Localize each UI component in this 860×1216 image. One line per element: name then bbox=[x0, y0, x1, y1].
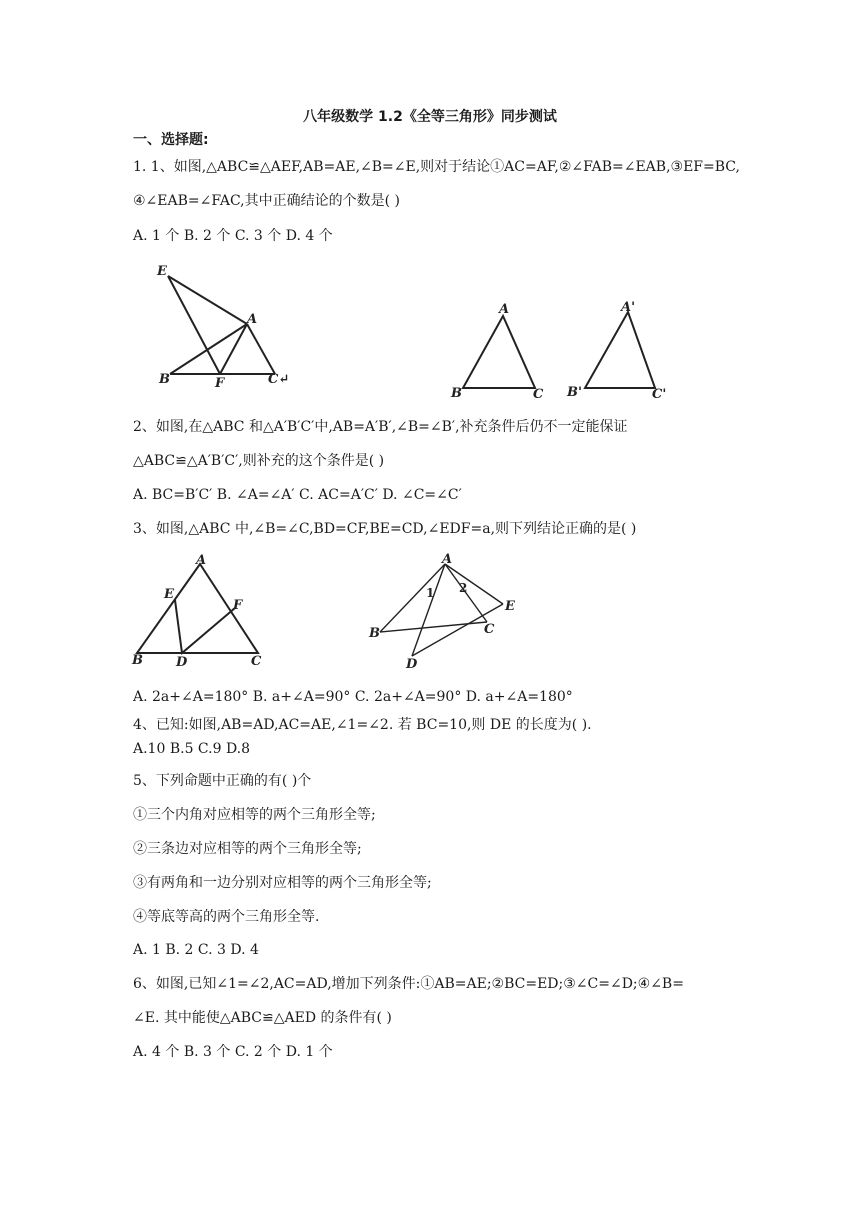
q2-label-a-prime: A' bbox=[621, 300, 636, 315]
q4-label-angle-2: 2 bbox=[459, 581, 468, 595]
q4-label-angle-1: 1 bbox=[426, 586, 435, 600]
q2-text-line2: △ABC≌△A′B′C′,则补充的这个条件是( ) bbox=[133, 453, 385, 469]
q1-segment-ac bbox=[247, 324, 275, 374]
q4-segment-bc bbox=[380, 622, 487, 632]
q1-text-line1: 1. 1、如图,△ABC≌△AEF,AB=AE,∠B=∠E,则对于结论①AC=AF,②∠FAB=∠EAB,③EF=BC, bbox=[133, 159, 740, 175]
q1-segment-af bbox=[220, 324, 247, 374]
q2-triangle-a-prime bbox=[585, 312, 655, 388]
q6-text-line2: ∠E. 其中能使△ABC≌△AED 的条件有( ) bbox=[133, 1010, 392, 1026]
page-title: 八年级数学 1.2《全等三角形》同步测试 bbox=[303, 109, 557, 125]
q4-label-a: A bbox=[442, 552, 453, 567]
q3-options: A. 2a+∠A=180° B. a+∠A=90° C. 2a+∠A=90° D. a+∠A=180° bbox=[133, 689, 573, 705]
q3-figure bbox=[130, 548, 275, 673]
q5-item-4: ④等底等高的两个三角形全等. bbox=[133, 909, 320, 925]
q2-text-line1: 2、如图,在△ABC 和△A′B′C′中,AB=A′B′,∠B=∠B′,补充条件后仍不一定能保证 bbox=[133, 419, 628, 435]
q4-label-d: D bbox=[406, 657, 418, 672]
q3-label-e: E bbox=[164, 587, 174, 602]
q6-options: A. 4 个 B. 3 个 C. 2 个 D. 1 个 bbox=[133, 1044, 333, 1060]
q1-text-line2: ④∠EAB=∠FAC,其中正确结论的个数是( ) bbox=[133, 193, 401, 209]
q3-label-f: F bbox=[233, 598, 243, 613]
q1-figure bbox=[150, 262, 300, 392]
q6-text-line1: 6、如图,已知∠1=∠2,AC=AD,增加下列条件:①AB=AE;②BC=ED;③∠C=∠D;④∠B= bbox=[133, 976, 684, 992]
q5-item-3: ③有两角和一边分别对应相等的两个三角形全等; bbox=[133, 875, 432, 891]
q4-options: A.10 B.5 C.9 D.8 bbox=[133, 741, 251, 757]
q4-label-e: E bbox=[505, 599, 515, 614]
q5-item-2: ②三条边对应相等的两个三角形全等; bbox=[133, 841, 362, 857]
q1-label-b: B bbox=[159, 372, 170, 387]
q4-segment-ab bbox=[380, 564, 445, 632]
q1-segment-ba bbox=[170, 324, 247, 374]
q4-text-line1: 4、已知:如图,AB=AD,AC=AE,∠1=∠2. 若 BC=10,则 DE 的长度为( ). bbox=[133, 717, 592, 733]
q4-segment-ae bbox=[445, 564, 503, 604]
q3-text-line1: 3、如图,△ABC 中,∠B=∠C,BD=CF,BE=CD,∠EDF=a,则下列结论正确的是( ) bbox=[133, 521, 637, 537]
q3-label-c: C bbox=[251, 654, 262, 669]
q1-options: A. 1 个 B. 2 个 C. 3 个 D. 4 个 bbox=[133, 228, 333, 244]
q2-label-a: A bbox=[499, 302, 510, 317]
q1-label-c: C↵ bbox=[268, 372, 290, 387]
q4-label-c: C bbox=[484, 622, 495, 637]
section-heading: 一、选择题: bbox=[133, 132, 209, 148]
q3-path-edf bbox=[175, 600, 235, 653]
q4-figure bbox=[365, 550, 525, 675]
q1-label-e: E bbox=[157, 264, 167, 279]
q4-segment-ad bbox=[412, 564, 445, 656]
q4-label-b: B bbox=[369, 626, 380, 641]
q2-options: A. BC=B′C′ B. ∠A=∠A′ C. AC=A′C′ D. ∠C=∠C′ bbox=[133, 487, 462, 503]
q5-options: A. 1 B. 2 C. 3 D. 4 bbox=[133, 942, 259, 958]
q2-label-b: B bbox=[451, 386, 462, 401]
q2-label-c-prime: C' bbox=[652, 387, 667, 402]
q5-item-1: ①三个内角对应相等的两个三角形全等; bbox=[133, 807, 376, 823]
q2-label-c: C bbox=[533, 387, 544, 402]
q2-label-b-prime: B' bbox=[567, 385, 582, 400]
q2-figure bbox=[445, 298, 675, 403]
q3-label-d: D bbox=[176, 655, 188, 670]
q2-triangle-abc bbox=[463, 316, 535, 388]
q1-label-f: F bbox=[215, 376, 225, 391]
q3-label-b: B bbox=[132, 653, 143, 668]
q5-text-line1: 5、下列命题中正确的有( )个 bbox=[133, 773, 312, 789]
q1-label-a: A bbox=[247, 312, 258, 327]
q3-label-a: A bbox=[196, 553, 207, 568]
